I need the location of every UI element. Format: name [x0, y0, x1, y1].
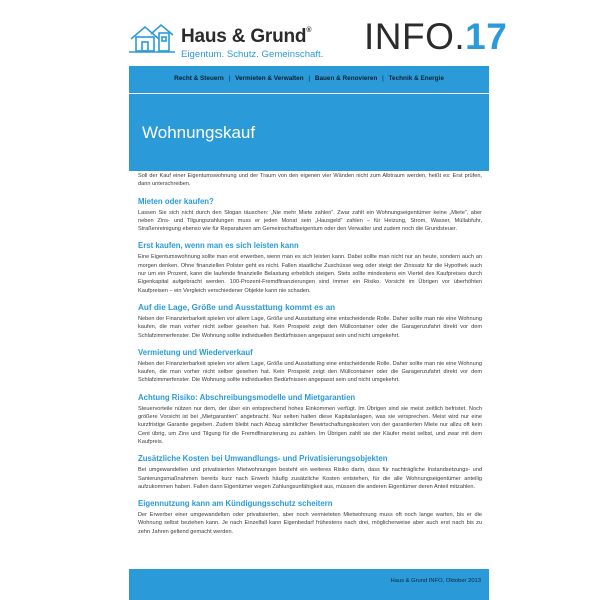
- info-prefix: INFO.: [364, 16, 466, 57]
- nav-separator: |: [382, 75, 384, 82]
- nav-item-recht-steuern[interactable]: Recht & Steuern: [174, 75, 224, 82]
- brand-name: Haus & Grund®: [181, 26, 312, 47]
- section-heading: Achtung Risiko: Abschreibungsmodelle und Mietgarantien: [138, 392, 356, 402]
- section-text: Der Erwerber einer umgewandelten oder privatisierten, aber noch vermieteten Mietwohnung muss oft noch lange warten, bis er die Wohnung selbst beziehen kann. Je nach Einzelfall kann Eigenbedarf frühestens nach drei, möglicherweise aber auch erst nach bis zu zehn Jahren geltend gemacht werden.: [138, 512, 482, 535]
- brand-tagline: Eigentum. Schutz. Gemeinschaft.: [181, 49, 324, 60]
- nav-item-bauen-renovieren[interactable]: Bauen & Renovieren: [314, 75, 378, 82]
- nav-divider: [129, 93, 489, 94]
- nav-separator: |: [228, 75, 231, 82]
- section-text: Neben der Finanzierbarkeit spielen vor allem Lage, Größe und Ausstattung eine entscheidende Rolle. Daher sollte man nie eine Wohnung kaufen, die man vorher nicht selber gesehen hat. Kein Prospekt zeigt den Müllcontainer oder die Garagenzufahrt direkt vor dem Schlafzimmerfenster. Die Wohnung sollte individuellen Bedürfnissen angepasst sein und nicht umgekehrt.: [138, 315, 482, 339]
- section-text: Eine Eigentumswohnung sollte man erst erwerben, wenn man es sich leisten kann. Dabei sollte man nicht nur an heute, sondern auch an morgen denken. Ohne finanziellen Polster geht es nicht. Fallen staatliche Zuschüsse weg oder steigt der Zinssatz für die Hypothek auch nur um ein Prozent, kann die laufende finanzielle Belastung erheblich steigen. Stets sollte mindestens ein Viertel des Kaufpreises durch Eigenkapital aufgebracht werden. 100-Prozent-Fremdfinanzierungen sind immer ein Risiko. Vorsicht im Übrigen vor überhöhten Kaufpreisen – ein Vergleich verschiedener Objekte kann nie schaden.: [138, 254, 482, 294]
- nav-separator: |: [308, 75, 311, 82]
- intro-paragraph: Soll der Kauf einer Eigentumswohnung und der Traum von den eigenen vier Wänden nicht zum Albtraum werden, heißt es: Erst prüfen, dann unterschreiben.: [138, 173, 482, 188]
- brand-logo[interactable]: [129, 22, 329, 62]
- house-logo-icon: [129, 22, 175, 56]
- section-heading: Mieten oder kaufen?: [138, 196, 214, 206]
- section-heading: Erst kaufen, wenn man es sich leisten kann: [138, 241, 299, 251]
- title-band: [129, 66, 489, 171]
- nav-item-vermieten-verwalten[interactable]: Vermieten & Verwalten: [235, 75, 304, 82]
- section-text: Bei umgewandelten und privatisierten Mietwohnungen besteht ein weiteres Risiko darin, dass für nachträgliche Instandsetzungs- und Sanierungsmaßnahmen bereits kurz nach Erwerb häufig zusätzliche Kosten entstehen, für die alle Wohnungseigentümer anteilig aufzukommen haben. Fallen dann Eigentümer wegen Zahlungsunfähigkeit aus, müssen die anderen Eigentümer deren Anteil mitzahlen.: [138, 467, 482, 490]
- section-heading: Vermietung und Wiederverkauf: [138, 347, 253, 357]
- section-heading: Auf die Lage, Größe und Ausstattung kommt es an: [138, 302, 336, 312]
- section-text: Lassen Sie sich nicht durch den Slogan täuschen: „Nie mehr Miete zahlen“. Zwar zahlt ein Wohnungseigentümer keine „Miete“, aber neben Zins- und Tilgungszahlungen muss er jeden Monat sein „Hausgeld“ zahlen – für Heizung, Strom, Wasser, Müllabfuhr, Straßenreinigung ebenso wie für Reparaturen am Gemeinschaftseigentum oder den Verwalter und zudem noch die Grundsteuer.: [138, 209, 482, 233]
- page-title: Wohnungskauf: [142, 123, 256, 142]
- registered-mark: ®: [306, 27, 312, 34]
- info-number: 17: [465, 16, 508, 57]
- footer-band: [129, 569, 489, 600]
- info-issue-label: [364, 16, 507, 58]
- section-heading: Eigennutzung kann am Kündigungsschutz scheitern: [138, 499, 333, 509]
- category-nav: [129, 75, 489, 82]
- footer-credit: Haus & Grund INFO, Oktober 2013: [390, 578, 481, 584]
- section-text: Steuervorteile nützen nur dem, der über ein entsprechend hohes Einkommen verfügt. Im Übrigen sind sie meist zeitlich befristet. Noch größere Vorsicht ist bei „Mietgarantien“ angebracht. Nur selten halten diese Kapitalanlagen, was sie versprechen. Meist wird nur eine kurzfristige Garantie gegeben. Zudem bleibt nach Abzug sämtlicher Bewirtschaftungskosten von der garantierten Miete nur allzu oft kein Cent übrig, um Zins und Tilgung für die Fremdfinanzierung zu zahlen. Im Übrigen zahlt sie der Käufer meist selbst, und zwar mit dem Kaufpreis.: [138, 405, 482, 445]
- article-body: [138, 172, 482, 536]
- nav-item-technik-energie[interactable]: Technik & Energie: [388, 75, 444, 82]
- section-text: Neben der Finanzierbarkeit spielen vor allem Lage, Größe und Ausstattung eine entscheidende Rolle. Daher sollte man nie eine Wohnung kaufen, die man vorher nicht selber gesehen hat. Kein Prospekt zeigt den Müllcontainer oder die Garagenzufahrt direkt vor dem Schlafzimmerfenster. Die Wohnung sollte individuellen Bedürfnissen angepasst sein und nicht umgekehrt.: [138, 360, 482, 384]
- section-heading: Zusätzliche Kosten bei Umwandlungs- und Privatisierungsobjekten: [138, 454, 388, 464]
